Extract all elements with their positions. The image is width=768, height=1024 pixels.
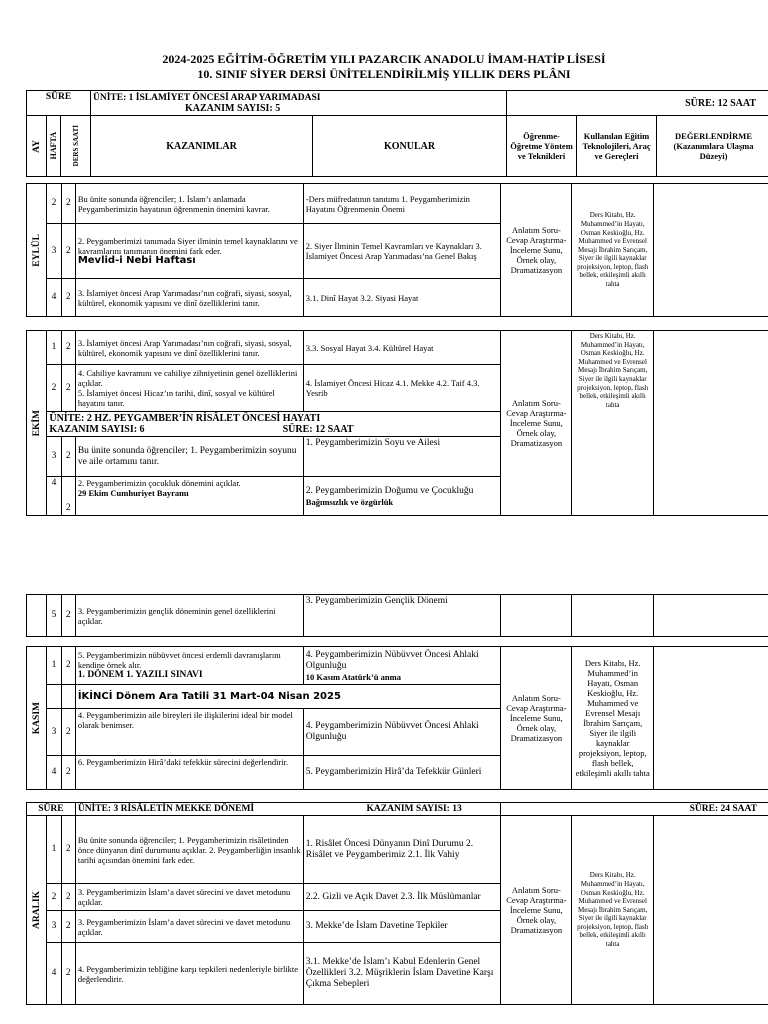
note-cumhuriyet: 29 Ekim Cumhuriyet Bayramı: [77, 488, 189, 498]
hafta-cell: 2: [47, 884, 61, 911]
col-ay: AY: [27, 116, 47, 177]
col-yontem: Öğrenme-Öğretme Yöntem ve Teknikleri: [507, 116, 577, 177]
hafta-cell: 2: [47, 365, 61, 412]
month-ekim: EKİM: [27, 331, 47, 516]
kazanim-cell: 3. Peygamberimizin İslam’a davet sürecini ve davet metodunu açıklar.: [75, 911, 303, 943]
saat-cell: 2: [61, 224, 75, 279]
hafta-cell: 4: [47, 477, 61, 516]
saat-cell: 2: [61, 816, 75, 884]
unit3-sure-label: SÜRE: [27, 803, 76, 816]
table-row: [27, 647, 768, 685]
kazanim-cell: 3. Peygamberimizin gençlik döneminin genel özelliklerini açıklar.: [75, 595, 303, 637]
arac-cell: [572, 595, 653, 637]
col-teknoloji: Kullanılan Eğitim Teknolojileri, Araç ve Gereçleri: [577, 116, 657, 177]
saat-cell: 2: [61, 437, 75, 477]
kazanim-cell: 4. Peygamberimizin tebliğine karşı tepkileri nedenleriyle birlikte değerlendirir.: [75, 943, 303, 1005]
hafta-cell: 4: [47, 943, 61, 1005]
konu-cell: 5. Peygamberimizin Hirâ’da Tefekkür Günleri: [303, 756, 500, 790]
saat-cell: 2: [61, 331, 75, 365]
hafta-cell: 1: [47, 816, 61, 884]
yontem-cell: Anlatım Soru-Cevap Araştırma-İnceleme Sunu, Örnek olay, Dramatizasyon: [501, 647, 572, 790]
kazanim-cell: 2. Peygamberimizin çocukluk dönemini açıklar. 29 Ekim Cumhuriyet Bayramı: [75, 477, 303, 516]
konu-cell: 3. Peygamberimizin Gençlik Dönemi: [303, 595, 500, 637]
note-ataturk: 10 Kasım Atatürk’ü anma: [305, 671, 401, 682]
saat-cell: 2: [61, 756, 75, 790]
yontem-cell: Anlatım Soru-Cevap Araştırma-İnceleme Sunu, Örnek olay, Dramatizasyon: [501, 816, 572, 1005]
table-row: [27, 331, 768, 365]
saat-cell: 2: [61, 884, 75, 911]
konu-cell: -Ders müfredatının tanıtımı 1. Peygamberimizin Hayatını Öğrenmenin Önemi: [303, 184, 500, 224]
degerlendirme-cell: [653, 647, 768, 790]
degerlendirme-cell: [653, 595, 768, 637]
konu-cell: 3.1. Dinî Hayat 3.2. Siyasi Hayat: [303, 279, 500, 317]
month-aralik: ARALIK: [27, 816, 47, 1005]
kazanim-cell: Bu ünite sonunda öğrenciler; 1. Peygamberimizin soyunu ve aile ortamını tanır.: [75, 437, 303, 477]
unit1-title: [91, 91, 507, 116]
konu-cell: 1. Peygamberimizin Soyu ve Ailesi: [303, 437, 500, 477]
konu-cell: 3. Mekke’de İslam Davetine Tepkiler: [303, 911, 500, 943]
note-bagimsizlik: Bağımsızlık ve özgürlük: [305, 496, 394, 507]
unit1-sure: SÜRE: 12 SAAT: [507, 91, 768, 116]
ekim-table: [26, 330, 768, 516]
kazanim-cell: 4. Cahiliye kavramını ve cahiliye zihniyetinin genel özelliklerini açıklar. 5. İslamiyet öncesi Hicaz’ın tarihi, dinî, sosyal ve kültürel hayatını tanır.: [75, 365, 303, 412]
month-eylul: EYLÜL: [27, 184, 47, 317]
eylul-table: [26, 183, 768, 317]
hafta-cell: 3: [47, 224, 61, 279]
unit1-header-table: [26, 90, 768, 177]
yontem-cell: Anlatım Soru-Cevap Araştırma-İnceleme Sunu, Örnek olay, Dramatizasyon: [501, 331, 572, 516]
hafta-cell: 1: [47, 331, 61, 365]
kasim-table: [26, 646, 768, 790]
saat-cell: 2: [61, 943, 75, 1005]
hafta-cell: 3: [47, 437, 61, 477]
konu-cell: 2. Siyer İlminin Temel Kavramları ve Kaynakları 3. İslamiyet Öncesi Arap Yarımadası’na Genel Bakış: [303, 224, 500, 279]
konu-cell: 4. İslamiyet Öncesi Hicaz 4.1. Mekke 4.2. Taif 4.3. Yesrib: [303, 365, 500, 412]
kazanim-cell: Bu ünite sonunda öğrenciler; 1. Peygamberimizin risâletinden önce dünyanın dinî durumunu açıklar. 2. Peygamberliğin insanlık tarihi açısından önemini fark eder.: [75, 816, 303, 884]
hafta-cell: 2: [47, 184, 61, 224]
konu-cell: 4. Peygamberimizin Nübüvvet Öncesi Ahlaki Olgunluğu: [303, 709, 500, 756]
kazanim-cell: 3. Peygamberimizin İslam’a davet sürecini ve davet metodunu açıklar.: [75, 884, 303, 911]
saat-cell: 2: [61, 184, 75, 224]
note-mevlid: Mevlid-i Nebi Haftası: [77, 255, 196, 266]
unit1-unite: ÜNİTE: 1 İSLAMİYET ÖNCESİ ARAP YARIMADASI: [93, 92, 321, 103]
continuation-table: [26, 594, 768, 637]
hafta-cell: 3: [47, 911, 61, 943]
kazanim-cell: 6. Peygamberimizin Hirâ’daki tefekkür sürecini değerlendirir.: [75, 756, 303, 790]
col-hafta: HAFTA: [47, 116, 61, 177]
col-degerlendirme: DEĞERLENDİRME (Kazanımlara Ulaşma Düzeyi): [657, 116, 768, 177]
table-row: [27, 184, 768, 224]
saat-cell: 2: [61, 595, 75, 637]
kazanim-cell: 3. İslamiyet öncesi Arap Yarımadası’nın coğrafi, siyasi, sosyal, kültürel, ekonomik yapısını ve dinî özelliklerini tanır.: [75, 331, 303, 365]
hafta-cell: 4: [47, 756, 61, 790]
col-kazanimlar: KAZANIMLAR: [91, 116, 313, 177]
hafta-cell: 1: [47, 647, 61, 685]
table-row: [27, 816, 768, 884]
saat-cell: 2: [61, 477, 75, 516]
document-title-line2: 10. SINIF SİYER DERSİ ÜNİTELENDİRİLMİŞ YILLIK DERS PLÂNI: [197, 67, 571, 81]
kazanim-cell: Bu ünite sonunda öğrenciler; 1. İslam’ı anlamada Peygamberimizin hayatının öğrenmenin önemini kavrar.: [75, 184, 303, 224]
konu-cell: 1. Risâlet Öncesi Dünyanın Dinî Durumu 2. Risâlet ve Peygamberimiz 2.1. İlk Vahiy: [303, 816, 500, 884]
degerlendirme-cell: [653, 184, 768, 317]
unit2-header: ÜNİTE: 2 HZ. PEYGAMBER’İN RİSÂLET ÖNCESİ HAYATI KAZANIM SAYISI: 6 SÜRE: 12 SAAT: [47, 412, 501, 437]
konu-cell: 2.2. Gizli ve Açık Davet 2.3. İlk Müslümanlar: [303, 884, 500, 911]
arac-cell: Ders Kitabı, Hz. Muhammed’in Hayatı, Osman Keskioğlu, Hz. Muhammed ve Evrensel Mesajı İbrahim Sarıçam, Siyer ile ilgili kaynaklar projeksiyon, leptop, flash bellek, etkileşimli akıllı tahta: [572, 816, 653, 1005]
break-notice: İKİNCİ Dönem Ara Tatili 31 Mart-04 Nisan 2025: [75, 685, 500, 709]
unit3-title: ÜNİTE: 3 RİSÂLETİN MEKKE DÖNEMİ KAZANIM SAYISI: 13: [75, 803, 500, 816]
konu-cell: 3.1. Mekke’de İslam’ı Kabul Edenlerin Genel Özellikleri 3.2. Müşriklerin İslam Davetine Karşı Çıkma Sebepleri: [303, 943, 500, 1005]
saat-cell: 2: [61, 365, 75, 412]
degerlendirme-cell: [653, 816, 768, 1005]
col-ders-saati: DERS SAATİ: [61, 116, 91, 177]
arac-cell: Ders Kitabı, Hz. Muhammed’in Hayatı, Osman Keskioğlu, Hz. Muhammed ve Evrensel Mesajı İbrahim Sarıçam, Siyer ile ilgili kaynaklar projeksiyon, leptop, flash bellek, etkileşimli akıllı tahta: [572, 331, 653, 516]
unit3-header-row: [27, 803, 768, 816]
kazanim-cell: 5. Peygamberimizin nübüvvet öncesi erdemli davranışlarını kendine örnek alır. 1. DÖNEM 1. YAZILI SINAVI: [75, 647, 303, 685]
unit1-sure-label: SÜRE: [27, 91, 91, 116]
saat-cell: 2: [61, 647, 75, 685]
hafta-cell: 5: [47, 595, 61, 637]
hafta-cell: 4: [47, 279, 61, 317]
arac-cell: Ders Kitabı, Hz. Muhammed’in Hayatı, Osman Keskioğlu, Hz. Muhammed ve Evrensel Mesajı İbrahim Sarıçam, Siyer ile ilgili kaynaklar projeksiyon, leptop, flash bellek, etkileşimli akıllı tahta: [572, 184, 653, 317]
kazanim-cell: 4. Peygamberimizin aile bireyleri ile ilişkilerini ideal bir model olarak benimser.: [75, 709, 303, 756]
month-kasim: KASIM: [27, 647, 47, 790]
month-empty: [27, 595, 47, 637]
saat-cell: 2: [61, 911, 75, 943]
arac-cell: Ders Kitabı, Hz. Muhammed’in Hayatı, Osman Keskioğlu, Hz. Muhammed ve Evrensel Mesajı İbrahim Sarıçam, Siyer ile ilgili kaynaklar projeksiyon, leptop, flash bellek, etkileşimli akıllı tahta: [572, 647, 653, 790]
note-yazili: 1. DÖNEM 1. YAZILI SINAVI: [77, 670, 203, 680]
yontem-cell: Anlatım Soru-Cevap Araştırma-İnceleme Sunu, Örnek olay, Dramatizasyon: [501, 184, 572, 317]
saat-cell: 2: [61, 279, 75, 317]
yontem-cell: [501, 595, 572, 637]
hafta-cell: 3: [47, 709, 61, 756]
konu-cell: 2. Peygamberimizin Doğumu ve Çocukluğu Bağımsızlık ve özgürlük: [303, 477, 500, 516]
kazanim-cell: 3. İslamiyet öncesi Arap Yarımadası’nın coğrafi, siyasi, sosyal, kültürel, ekonomik yapısını ve dinî özelliklerini tanır.: [75, 279, 303, 317]
unit3-sure: SÜRE: 24 SAAT: [501, 803, 768, 816]
unit1-kazanim: KAZANIM SAYISI: 5: [185, 102, 281, 114]
kazanim-cell: 2. Peygamberimizi tanımada Siyer ilminin temel kaynaklarını ve kavramlarını tanımanın önemini fark eder. Mevlid-i Nebi Haftası: [75, 224, 303, 279]
aralik-table: [26, 802, 768, 1005]
degerlendirme-cell: [653, 331, 768, 516]
konu-cell: 4. Peygamberimizin Nübüvvet Öncesi Ahlaki Olgunluğu 10 Kasım Atatürk’ü anma: [303, 647, 500, 685]
document-title-line1: 2024-2025 EĞİTİM-ÖĞRETİM YILI PAZARCIK ANADOLU İMAM-HATİP LİSESİ: [162, 52, 606, 66]
table-row: [27, 595, 768, 637]
col-konular: KONULAR: [313, 116, 507, 177]
konu-cell: 3.3. Sosyal Hayat 3.4. Kültürel Hayat: [303, 331, 500, 365]
saat-cell: 2: [61, 709, 75, 756]
